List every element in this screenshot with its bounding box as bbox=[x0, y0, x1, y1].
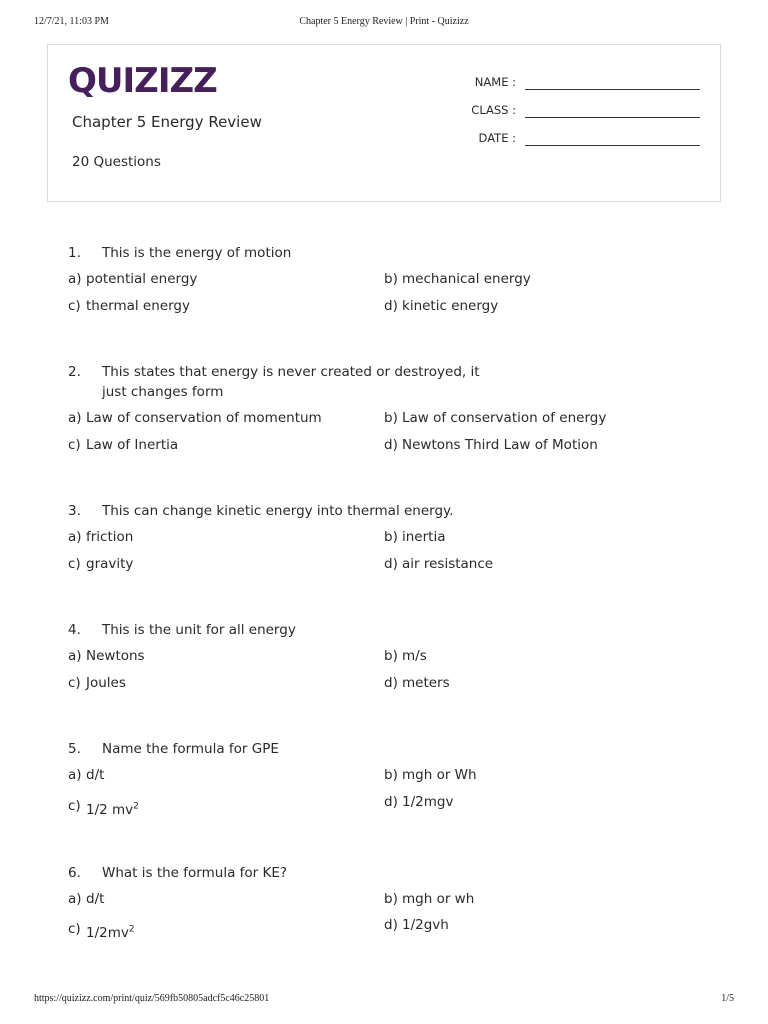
print-url: https://quizizz.com/print/quiz/569fb50805adcf5c46c25801 bbox=[34, 993, 270, 1004]
option-text: meters bbox=[402, 675, 450, 691]
question-5 bbox=[68, 739, 708, 824]
option-letter: a) bbox=[68, 891, 82, 907]
option-letter: b) bbox=[384, 410, 398, 426]
option-c bbox=[68, 297, 190, 315]
option-b bbox=[384, 270, 531, 288]
option-letter: d) bbox=[384, 794, 398, 810]
option-letter: d) bbox=[384, 556, 398, 572]
option-text: m/s bbox=[402, 648, 427, 664]
option-text: d/t bbox=[86, 891, 105, 907]
option-text: potential energy bbox=[86, 271, 198, 287]
quiz-header-card bbox=[47, 44, 721, 202]
question-3 bbox=[68, 501, 708, 581]
quizizz-logo: QUIZIZZ bbox=[68, 61, 217, 101]
option-letter: b) bbox=[384, 529, 398, 545]
question-number: 1. bbox=[68, 245, 81, 261]
question-4 bbox=[68, 620, 708, 700]
option-a bbox=[68, 528, 133, 546]
print-page-title: Chapter 5 Energy Review | Print - Quizizz bbox=[299, 16, 469, 27]
option-letter: c) bbox=[68, 556, 81, 572]
question-body: This states that energy is never created or destroyed, it just changes form bbox=[102, 364, 480, 400]
option-text: inertia bbox=[402, 529, 446, 545]
option-text: Newtons Third Law of Motion bbox=[402, 437, 598, 453]
option-letter: d) bbox=[384, 298, 398, 314]
question-number: 2. bbox=[68, 364, 81, 380]
option-d bbox=[384, 793, 453, 811]
option-text: 1/2gvh bbox=[402, 917, 449, 933]
option-letter: a) bbox=[68, 410, 82, 426]
date-label: DATE : bbox=[478, 131, 516, 145]
option-a bbox=[68, 270, 197, 288]
option-text: Law of conservation of energy bbox=[402, 410, 607, 426]
option-letter: b) bbox=[384, 767, 398, 783]
option-d bbox=[384, 297, 498, 315]
option-text: mgh or Wh bbox=[402, 767, 477, 783]
option-c bbox=[68, 674, 126, 692]
option-a bbox=[68, 766, 104, 784]
option-a bbox=[68, 890, 104, 908]
print-datetime: 12/7/21, 11:03 PM bbox=[34, 16, 109, 27]
option-text bbox=[86, 925, 135, 941]
print-footer bbox=[34, 993, 734, 1007]
option-text: kinetic energy bbox=[402, 298, 499, 314]
question-body: This is the energy of motion bbox=[102, 245, 292, 261]
question-body: This can change kinetic energy into thermal energy. bbox=[102, 503, 454, 519]
option-letter: a) bbox=[68, 529, 82, 545]
option-d bbox=[384, 436, 598, 454]
quiz-title: Chapter 5 Energy Review bbox=[72, 113, 262, 131]
name-field bbox=[48, 75, 720, 93]
option-text: gravity bbox=[86, 556, 134, 572]
option-text: Newtons bbox=[86, 648, 145, 664]
question-number: 5. bbox=[68, 741, 81, 757]
option-text: friction bbox=[86, 529, 134, 545]
option-letter: b) bbox=[384, 648, 398, 664]
option-c bbox=[68, 436, 178, 454]
option-c bbox=[68, 555, 133, 573]
option-c bbox=[68, 793, 139, 818]
question-2 bbox=[68, 362, 708, 462]
option-text: Law of conservation of momentum bbox=[86, 410, 322, 426]
option-d bbox=[384, 555, 493, 573]
question-body: Name the formula for GPE bbox=[102, 741, 279, 757]
date-blank-line[interactable] bbox=[525, 145, 700, 146]
option-text: d/t bbox=[86, 767, 105, 783]
option-c bbox=[68, 916, 135, 941]
option-text: air resistance bbox=[402, 556, 494, 572]
option-letter: c) bbox=[68, 298, 81, 314]
option-letter: c) bbox=[68, 797, 81, 814]
option-b bbox=[384, 766, 477, 784]
option-text bbox=[86, 802, 139, 818]
question-number: 6. bbox=[68, 865, 81, 881]
print-page-number: 1/5 bbox=[721, 993, 734, 1004]
class-blank-line[interactable] bbox=[525, 117, 700, 118]
option-letter: a) bbox=[68, 271, 82, 287]
option-letter: a) bbox=[68, 648, 82, 664]
formula-base: 1/2 mv bbox=[86, 801, 134, 818]
question-1 bbox=[68, 243, 708, 323]
question-count: 20 Questions bbox=[72, 154, 161, 170]
option-b bbox=[384, 890, 474, 908]
question-body: This is the unit for all energy bbox=[102, 622, 296, 638]
question-number: 4. bbox=[68, 622, 81, 638]
option-a bbox=[68, 647, 145, 665]
print-header bbox=[34, 16, 734, 30]
question-body: What is the formula for KE? bbox=[102, 865, 288, 881]
option-letter: d) bbox=[384, 437, 398, 453]
option-letter: b) bbox=[384, 271, 398, 287]
option-text: mgh or wh bbox=[402, 891, 475, 907]
option-letter: c) bbox=[68, 675, 81, 691]
option-b bbox=[384, 528, 445, 546]
option-text: 1/2mgv bbox=[402, 794, 454, 810]
exponent: 2 bbox=[128, 924, 135, 934]
option-letter: c) bbox=[68, 437, 81, 453]
option-text: thermal energy bbox=[86, 298, 190, 314]
option-letter: d) bbox=[384, 917, 398, 933]
question-6 bbox=[68, 863, 708, 948]
class-label: CLASS : bbox=[471, 103, 516, 117]
option-text: Joules bbox=[86, 675, 126, 691]
option-d bbox=[384, 674, 450, 692]
class-field bbox=[48, 103, 720, 121]
option-letter: b) bbox=[384, 891, 398, 907]
question-number: 3. bbox=[68, 503, 81, 519]
option-letter: d) bbox=[384, 675, 398, 691]
exponent: 2 bbox=[133, 801, 139, 811]
name-label: NAME : bbox=[474, 75, 516, 89]
option-a bbox=[68, 409, 322, 427]
option-letter: a) bbox=[68, 767, 82, 783]
option-b bbox=[384, 409, 606, 427]
option-b bbox=[384, 647, 427, 665]
option-d bbox=[384, 916, 449, 934]
option-text: Law of Inertia bbox=[86, 437, 179, 453]
date-field bbox=[48, 131, 720, 149]
formula-base: 1/2mv bbox=[86, 924, 129, 941]
option-letter: c) bbox=[68, 920, 81, 937]
name-blank-line[interactable] bbox=[525, 89, 700, 90]
option-text: mechanical energy bbox=[402, 271, 531, 287]
